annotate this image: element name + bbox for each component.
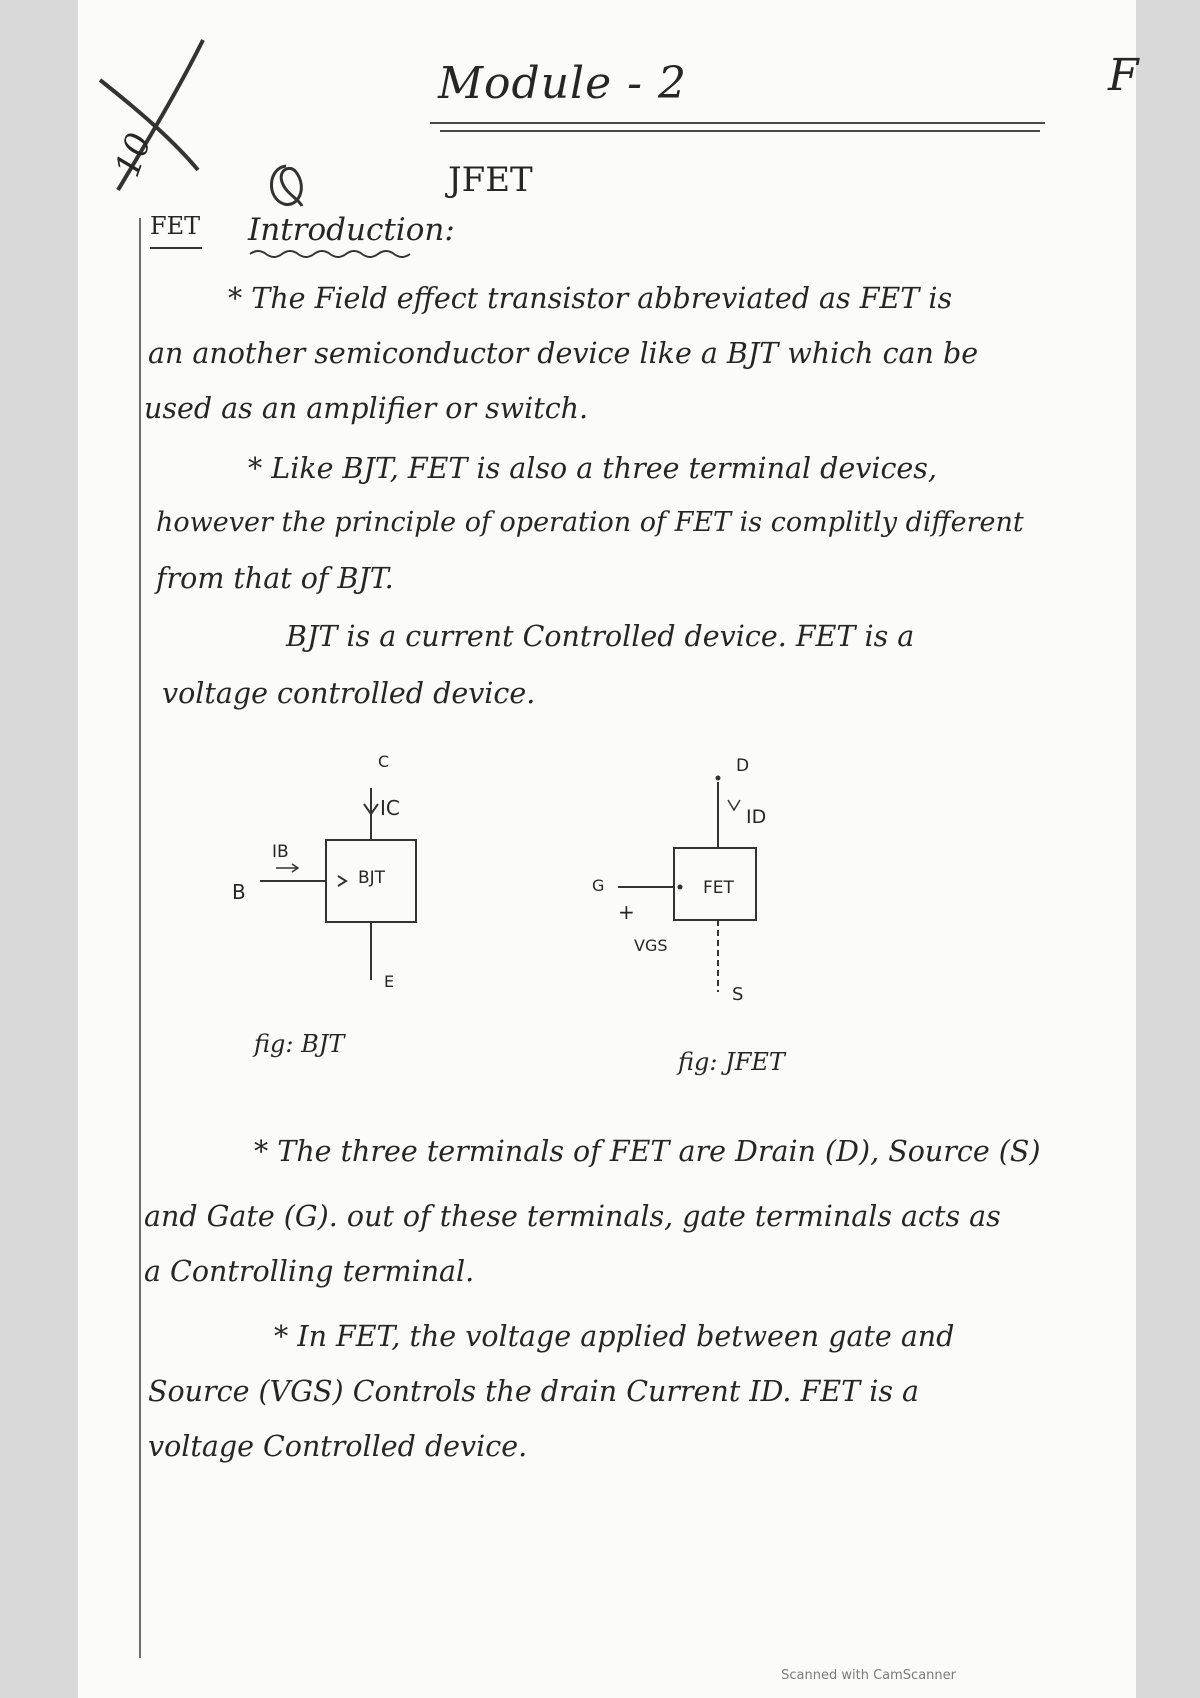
corner-mark-text: 10 — [107, 127, 160, 183]
notebook-page — [78, 0, 1140, 1698]
jfet-source-label: S — [732, 984, 744, 1005]
paragraph-4-line-1: * In FET, the voltage applied between gate and — [274, 1320, 955, 1353]
q-mark-icon — [258, 158, 318, 218]
jfet-caption: fig: JFET — [678, 1048, 785, 1076]
paragraph-2-line-1: * Like BJT, FET is also a three terminal devices, — [248, 452, 937, 485]
paragraph-1-line-3: used as an amplifier or switch. — [144, 392, 589, 425]
bjt-box-label: BJT — [358, 868, 386, 888]
paragraph-2-line-2: however the principle of operation of FET is complitly different — [156, 507, 1024, 538]
jfet-vgs-label: VGS — [634, 936, 668, 955]
section-heading: Introduction: — [248, 212, 455, 248]
jfet-box-label: FET — [703, 878, 734, 898]
bjt-caption: fig: BJT — [254, 1030, 345, 1058]
bjt-collector-current-label: IC — [380, 796, 400, 820]
jfet-gate-label: G — [592, 876, 605, 895]
jfet-plus-label: + — [618, 900, 635, 924]
scanner-watermark: Scanned with CamScanner — [781, 1668, 956, 1683]
section-tag: FET — [150, 212, 201, 240]
section-heading-wavy-underline — [250, 248, 430, 262]
bjt-collector-label: C — [378, 752, 390, 771]
cut-off-letter: F — [1108, 50, 1140, 101]
jfet-drain-current-label: ID — [746, 806, 767, 828]
bjt-base-current-label: IB — [272, 842, 289, 862]
paragraph-1-line-1: * The Field effect transistor abbreviated as FET is — [228, 282, 953, 315]
bjt-emitter-label: E — [384, 972, 395, 991]
paragraph-3-line-2: and Gate (G). out of these terminals, gate terminals acts as — [144, 1200, 1001, 1233]
paragraph-1-line-2: an another semiconductor device like a BJT which can be — [148, 337, 979, 370]
page-title: Module - 2 — [438, 58, 687, 109]
bjt-symbol-diagram — [258, 780, 558, 1040]
section-tag-underline — [150, 244, 210, 254]
paragraph-2-line-5: voltage controlled device. — [162, 677, 536, 710]
paragraph-2-line-3: from that of BJT. — [156, 562, 394, 595]
bjt-base-label: B — [232, 880, 246, 904]
paragraph-3-line-3: a Controlling terminal. — [144, 1255, 475, 1288]
topic-heading: JFET — [448, 160, 533, 200]
paragraph-4-line-2: Source (VGS) Controls the drain Current ID. FET is a — [148, 1375, 919, 1408]
paragraph-2-line-4: BJT is a current Controlled device. FET is a — [286, 620, 915, 653]
paragraph-3-line-1: * The three terminals of FET are Drain (D), Source (S) — [254, 1135, 1041, 1168]
paragraph-4-line-3: voltage Controlled device. — [148, 1430, 528, 1463]
margin-line — [139, 218, 141, 1658]
title-underline — [430, 118, 1050, 138]
jfet-drain-label: D — [736, 756, 750, 776]
